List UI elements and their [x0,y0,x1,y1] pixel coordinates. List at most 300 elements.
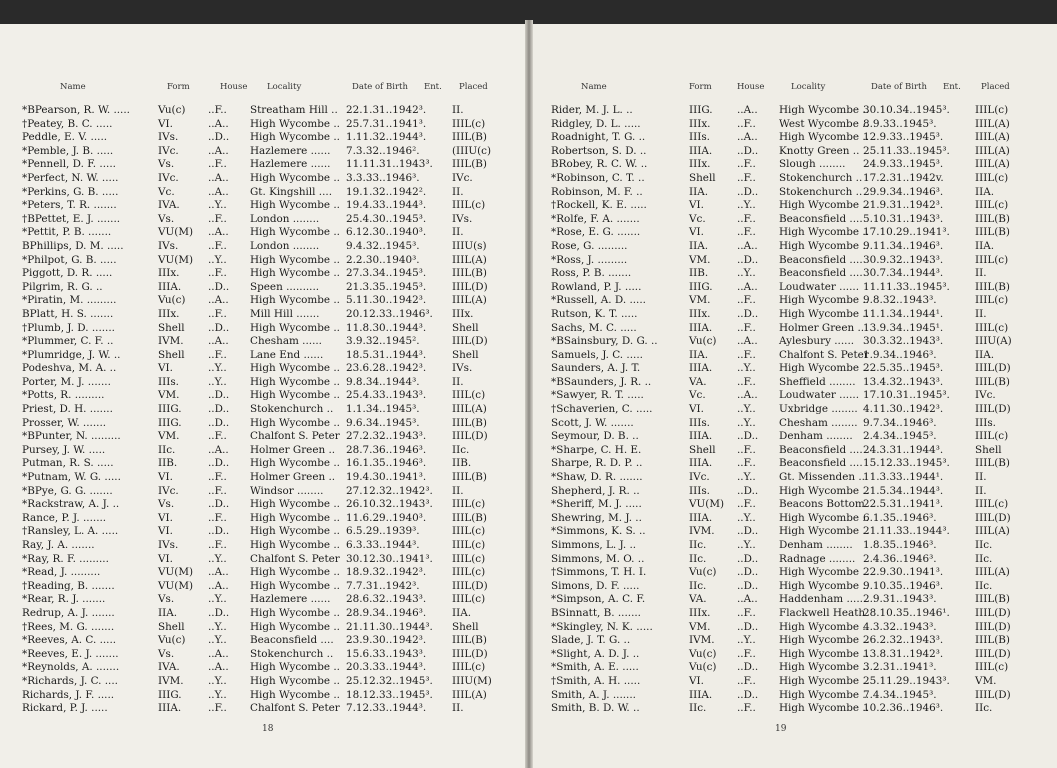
entry-locality: Lane End ...... [250,348,324,361]
table-row [529,308,1057,322]
table-row [0,417,528,431]
entry-placed: IIIL(D) [452,335,488,348]
entry-form: IIIA. [158,702,182,715]
entry-house: ..D.. [737,661,759,674]
entry-name: *Peters, T. R. ....... [22,199,117,212]
entry-name: †Rockell, K. E. ..... [551,199,647,212]
entry-house: ..F.. [208,511,227,524]
entry-dates: 23.6.28..1942³. [346,362,427,375]
entry-locality: High Wycombe .. [779,307,869,320]
entry-dates: 25.7.31..1941³. [346,117,427,130]
entry-form: IIIA. [689,362,713,375]
entry-placed: IIIL(c) [452,199,486,212]
entry-house: ..D.. [737,307,759,320]
entry-placed: IIIL(B) [975,212,1010,225]
entry-placed: IIIL(D) [975,362,1011,375]
table-row [0,335,528,349]
entry-dates: 21.5.34..1944³. [863,484,944,497]
entry-form: VM. [689,294,711,307]
entry-placed: IIc. [975,579,993,592]
table-row [0,580,528,594]
entry-placed: IIIL(B) [452,131,487,144]
entry-form: IIIA. [689,688,713,701]
entry-dates: 17.2.31..1942v. [863,171,944,184]
entry-dates: 24.9.33..1945³. [863,158,944,171]
entry-name: *Potts, R. ......... [22,389,105,402]
entry-placed: II. [452,226,464,239]
table-row [529,553,1057,567]
entry-house: ..F.. [737,294,756,307]
table-row [0,294,528,308]
table-row [0,471,528,485]
entry-house: ..Y.. [208,674,227,687]
entry-form: IIIA. [158,280,182,293]
entry-dates: 2.9.31..1943³. [863,593,937,606]
entry-dates: 17.10.31..1945³. [863,389,950,402]
entry-form: VI. [689,403,704,416]
entry-form: Vu(c) [158,294,186,307]
entry-placed: IIIL(B) [975,375,1010,388]
entry-locality: High Wycombe .. [250,498,340,511]
entry-dates: 30.10.34..1945³. [863,104,950,116]
entry-name: *Reynolds, A. ....... [22,661,120,674]
entry-form: IIc. [689,579,707,592]
entry-form: VI. [689,226,704,239]
table-row [0,485,528,499]
table-row [529,294,1057,308]
entry-name: *Skingley, N. K. ..... [551,620,653,633]
entry-form: IIIs. [689,131,710,144]
table-row [529,145,1057,159]
table-row [529,240,1057,254]
header-house: House [220,82,248,92]
table-row [0,444,528,458]
entry-name: Simons, D. F. ..... [551,579,640,592]
entry-placed: IIIL(B) [975,593,1010,606]
entry-placed: II. [452,185,464,198]
entry-name: Putman, R. S. ..... [22,457,114,470]
entry-placed: IIIL(B) [452,634,487,647]
entry-form: IIIG. [158,403,182,416]
entry-house: ..F.. [208,239,227,252]
entry-house: ..F.. [737,375,756,388]
entry-placed: IIc. [452,443,470,456]
entry-locality: High Wycombe .. [250,539,340,551]
entry-form: IIIA. [689,457,713,470]
entry-dates: 25.4.33..1943³. [346,389,427,402]
entry-placed: IIIL(D) [452,430,488,443]
entry-house: ..Y.. [208,253,227,266]
table-row [529,376,1057,390]
entry-form: Vu(c) [689,335,717,348]
entry-dates: 6.1.35..1946³. [863,511,937,524]
table-row [529,349,1057,363]
table-row [529,689,1057,703]
entry-house: ..D.. [208,498,230,511]
entry-name: †Reading, B. ....... [22,579,115,592]
table-row [529,607,1057,621]
entry-form: Vs. [158,498,175,511]
table-row [0,267,528,281]
entry-house: ..A.. [737,389,758,402]
entry-form: IVA. [158,199,180,212]
entry-locality: High Wycombe .. [779,702,869,715]
entry-locality: High Wycombe .. [250,199,340,212]
entry-house: ..Y.. [208,362,227,375]
entry-name: Robertson, S. D. .. [551,144,647,157]
entry-locality: High Wycombe .. [250,416,340,429]
entry-dates: 9.7.34..1946³. [863,416,937,429]
entry-locality: Loudwater ...... [779,280,859,293]
header-locality: Locality [791,82,826,92]
entry-placed: IIIL(c) [975,321,1009,334]
entry-house: ..Y.. [737,539,756,551]
entry-house: ..F.. [737,443,756,456]
entry-house: ..A.. [208,335,229,348]
table-row [529,661,1057,675]
entry-placed: II. [452,104,464,116]
table-row [0,254,528,268]
entry-placed: IIc. [975,702,993,715]
entry-name: *Robinson, C. T. .. [551,171,645,184]
entry-placed: Shell [452,348,479,361]
entry-dates: 2.4.34..1945³. [863,430,937,443]
page-number-right: 19 [775,724,787,734]
entry-locality: High Wycombe .. [250,253,340,266]
entry-dates: 20.12.33..1946³. [346,307,433,320]
entry-form: IVs. [158,539,179,551]
entry-form: VU(M) [158,579,194,592]
entry-name: Roadnight, T. G. .. [551,131,646,144]
entry-form: IIIG. [689,280,713,293]
entry-house: ..D.. [208,321,230,334]
entry-form: Vc. [689,389,706,402]
entry-name: Simmons, L. J. .. [551,539,637,551]
entry-dates: 5.11.30..1942³. [346,294,427,307]
entry-dates: 6.12.30..1940³. [346,226,427,239]
entry-dates: 7.7.31..1942³. [346,579,420,592]
table-row [529,539,1057,553]
entry-house: ..F.. [737,606,756,619]
entry-locality: High Wycombe .. [250,267,340,280]
entry-placed: IIIL(B) [452,471,487,484]
entry-name: *Shaw, D. R. ....... [551,471,643,484]
table-row [0,512,528,526]
entry-dates: 20.3.33..1944³. [346,661,427,674]
entry-locality: High Wycombe .. [250,525,340,538]
entry-form: IIIA. [689,511,713,524]
entry-locality: Uxbridge ........ [779,403,858,416]
entry-house: ..Y.. [208,375,227,388]
entry-placed: IIIL(B) [975,457,1010,470]
entry-dates: 27.12.32..1942³. [346,484,433,497]
entry-house: ..D.. [737,620,759,633]
entry-house: ..F.. [737,702,756,715]
table-row [0,131,528,145]
entry-house: ..F.. [208,539,227,551]
entry-dates: 21.11.33..1944³. [863,525,950,538]
page-number-left: 18 [262,724,274,734]
entry-placed: IIIL(c) [975,430,1009,443]
entry-placed: IIIL(B) [452,511,487,524]
entry-house: ..F.. [737,212,756,225]
entry-locality: High Wycombe .. [779,511,869,524]
entry-dates: 15.6.33..1943³. [346,647,427,660]
entry-dates: 28.9.34..1946³. [346,606,427,619]
table-row [0,457,528,471]
entry-placed: II. [975,471,987,484]
entry-house: ..Y.. [208,620,227,633]
entry-name: Priest, D. H. ....... [22,403,113,416]
table-row [0,362,528,376]
entry-house: ..A.. [208,117,229,130]
entry-placed: IIIU(s) [452,239,487,252]
table-row [529,322,1057,336]
entry-dates: 22.5.35..1945³. [863,362,944,375]
header-house: House [737,82,765,92]
entry-locality: Beaconsfield .... [779,457,863,470]
entry-locality: Chalfont S. Peter [779,348,869,361]
entry-locality: High Wycombe .. [250,226,340,239]
entry-placed: IIIL(c) [975,498,1009,511]
entry-form: IVA. [158,661,180,674]
entry-dates: 13.9.34..1945¹. [863,321,944,334]
entry-form: IIIG. [158,416,182,429]
entry-placed: Shell [452,620,479,633]
entry-dates: 30.9.32..1943³. [863,253,944,266]
entry-house: ..Y.. [737,416,756,429]
entry-placed: IIIL(A) [975,566,1010,579]
entry-dates: 22.1.31..1942³. [346,104,427,116]
entry-locality: High Wycombe .. [779,525,869,538]
entry-locality: Chalfont S. Peter [250,552,340,565]
entry-dates: 11.8.30..1944³. [346,321,427,334]
table-row [0,349,528,363]
entry-locality: Beaconsfield .... [779,443,863,456]
entry-placed: II. [452,375,464,388]
entry-locality: Beaconsfield .... [250,634,334,647]
entry-placed: IIIL(c) [975,104,1009,116]
entry-locality: Mill Hill ....... [250,307,320,320]
entry-name: *Plummer, C. F. .. [22,335,114,348]
entry-house: ..F.. [737,498,756,511]
entry-dates: 24.3.31..1944³. [863,443,944,456]
table-row [529,593,1057,607]
table-row [0,308,528,322]
entry-name: Podeshva, M. A. .. [22,362,117,375]
entry-locality: Beaconsfield .... [779,212,863,225]
entry-form: IIA. [158,606,178,619]
entry-house: ..D.. [737,253,759,266]
entry-name: †Simmons, T. H. I. [551,566,647,579]
entry-locality: High Wycombe .. [250,362,340,375]
entry-dates: 9.10.35..1946³. [863,579,944,592]
entry-name: †Ransley, L. A. ..... [22,525,119,538]
entry-name: Piggott, D. R. ..... [22,267,113,280]
entry-placed: IIIL(c) [452,498,486,511]
entry-dates: 1.8.35..1946³. [863,539,937,551]
entry-form: IIIA. [689,321,713,334]
entry-dates: 13.8.31..1942³. [863,647,944,660]
entry-dates: 30.12.30..1941³. [346,552,433,565]
entry-name: *Russell, A. D. ..... [551,294,646,307]
entry-form: Vu(c) [689,566,717,579]
entry-form: IVM. [689,525,715,538]
entry-locality: High Wycombe .. [250,566,340,579]
entry-placed: IIIL(c) [452,552,486,565]
entry-name: Richards, J. F. ..... [22,688,115,701]
entry-locality: High Wycombe .. [250,620,340,633]
table-row [0,104,528,118]
entry-name: *Perkins, G. B. ..... [22,185,119,198]
entry-name: †Smith, A. H. ..... [551,674,641,687]
entry-name: Pursey, J. W. ..... [22,443,106,456]
entry-form: Shell [158,620,185,633]
entry-dates: 5.10.31..1943³. [863,212,944,225]
entry-form: IIc. [689,702,707,715]
entry-name: Rider, M. J. L. .. [551,104,633,116]
entry-placed: IIIL(c) [975,661,1009,674]
entry-dates: 18.9.32..1942³. [346,566,427,579]
entry-locality: High Wycombe .. [250,117,340,130]
entry-house: ..F.. [737,226,756,239]
table-row [0,389,528,403]
entry-dates: 3.3.33..1946³. [346,171,420,184]
header-name: Name [60,82,86,92]
entry-name: *Slight, A. D. J. .. [551,647,640,660]
entry-house: ..F.. [737,321,756,334]
entry-form: VI. [158,471,173,484]
entry-house: ..A.. [737,335,758,348]
entry-name: *Reeves, A. C. ..... [22,634,117,647]
entry-dates: 17.10.29..1941³. [863,226,950,239]
entry-form: IIIG. [689,104,713,116]
entry-house: ..Y.. [737,511,756,524]
entry-form: VA. [689,593,707,606]
entry-dates: 7.4.34..1945³. [863,688,937,701]
entry-dates: 27.3.34..1945³. [346,267,427,280]
table-row [0,539,528,553]
table-row [0,281,528,295]
table-row [529,389,1057,403]
entry-placed: IIIL(c) [975,199,1009,212]
entry-name: BSinnatt, B. ....... [551,606,641,619]
entry-name: *Simmons, K. S. .. [551,525,646,538]
entry-name: Ross, P. B. ....... [551,267,632,280]
table-row [529,457,1057,471]
entry-house: ..A.. [208,566,229,579]
entry-locality: High Wycombe .. [250,606,340,619]
entry-form: Vu(c) [158,634,186,647]
entry-house: ..D.. [208,280,230,293]
entry-form: IIB. [158,457,178,470]
entry-name: *Sheriff, M. J. ..... [551,498,642,511]
entry-form: IVc. [689,471,710,484]
header-dob: Date of Birth [871,82,927,92]
entry-dates: 2.4.36..1946³. [863,552,937,565]
entry-form: Shell [689,171,716,184]
entry-placed: IIIx. [452,307,474,320]
table-row [529,226,1057,240]
entry-locality: London ........ [250,212,320,225]
entry-name: *Philpot, G. B. ..... [22,253,117,266]
entry-name: Saunders, A. J. T. [551,362,641,375]
entry-form: VI. [158,362,173,375]
entry-house: ..F.. [208,348,227,361]
entry-placed: IIIL(A) [452,294,487,307]
entry-locality: Speen .......... [250,280,320,293]
entry-locality: High Wycombe .. [250,389,340,402]
entry-house: ..Y.. [737,362,756,375]
entry-dates: 2.2.30..1940³. [346,253,420,266]
header-dob: Date of Birth [352,82,408,92]
entry-house: ..F.. [208,212,227,225]
entry-house: ..D.. [737,579,759,592]
entry-locality: Beaconsfield .... [779,267,863,280]
entry-name: Smith, B. D. W. .. [551,702,640,715]
entry-form: IIIs. [158,375,179,388]
entry-house: ..Y.. [208,688,227,701]
entry-locality: High Wycombe .. [779,199,869,212]
entry-house: ..A.. [208,443,229,456]
entry-house: ..Y.. [208,199,227,212]
entry-name: Slade, J. T. G. .. [551,634,631,647]
entry-placed: IIIL(c) [452,661,486,674]
entry-locality: Stokenchurch .. [779,185,863,198]
entry-locality: High Wycombe .. [779,131,869,144]
entry-placed: IIIL(A) [452,253,487,266]
entry-house: ..D.. [737,484,759,497]
entry-placed: II. [452,702,464,715]
entry-name: Ridgley, D. L. ..... [551,117,641,130]
entry-locality: High Wycombe .. [779,566,869,579]
entry-placed: IIIL(D) [975,647,1011,660]
entry-placed: IIIL(D) [452,579,488,592]
table-row [529,158,1057,172]
entry-placed: IIIL(D) [975,688,1011,701]
entry-dates: 11.11.33..1945³. [863,280,950,293]
entry-house: ..D.. [737,525,759,538]
table-row [0,648,528,662]
entry-name: Scott, J. W. ....... [551,416,634,429]
entry-placed: IIIL(D) [452,280,488,293]
entry-dates: 1.9.34..1946³. [863,348,937,361]
entry-form: VM. [689,620,711,633]
entry-dates: 12.9.33..1945³. [863,131,944,144]
table-row [529,512,1057,526]
entry-placed: IIIL(c) [452,593,486,606]
entry-placed: IIIL(B) [452,416,487,429]
entry-dates: 13.4.32..1943³. [863,375,944,388]
entry-house: ..F.. [737,457,756,470]
entry-form: IIIx. [689,117,711,130]
right-entries [529,104,1057,716]
entry-house: ..Y.. [737,199,756,212]
entry-house: ..A.. [737,239,758,252]
entry-name: Porter, M. J. ....... [22,375,111,388]
entry-name: *Sharpe, C. H. E. [551,443,642,456]
entry-dates: 25.11.29..1943³. [863,674,950,687]
entry-dates: 21.11.30..1944³. [346,620,433,633]
entry-name: *Simpson, A. C. F. [551,593,646,606]
entry-house: ..A.. [208,661,229,674]
entry-placed: IIIL(c) [975,171,1009,184]
entry-house: ..F.. [737,674,756,687]
header-ent: Ent. [943,82,961,92]
entry-name: *Plumridge, J. W. .. [22,348,121,361]
entry-placed: IVc. [452,171,473,184]
entry-dates: 9.8.32..1943³. [863,294,937,307]
